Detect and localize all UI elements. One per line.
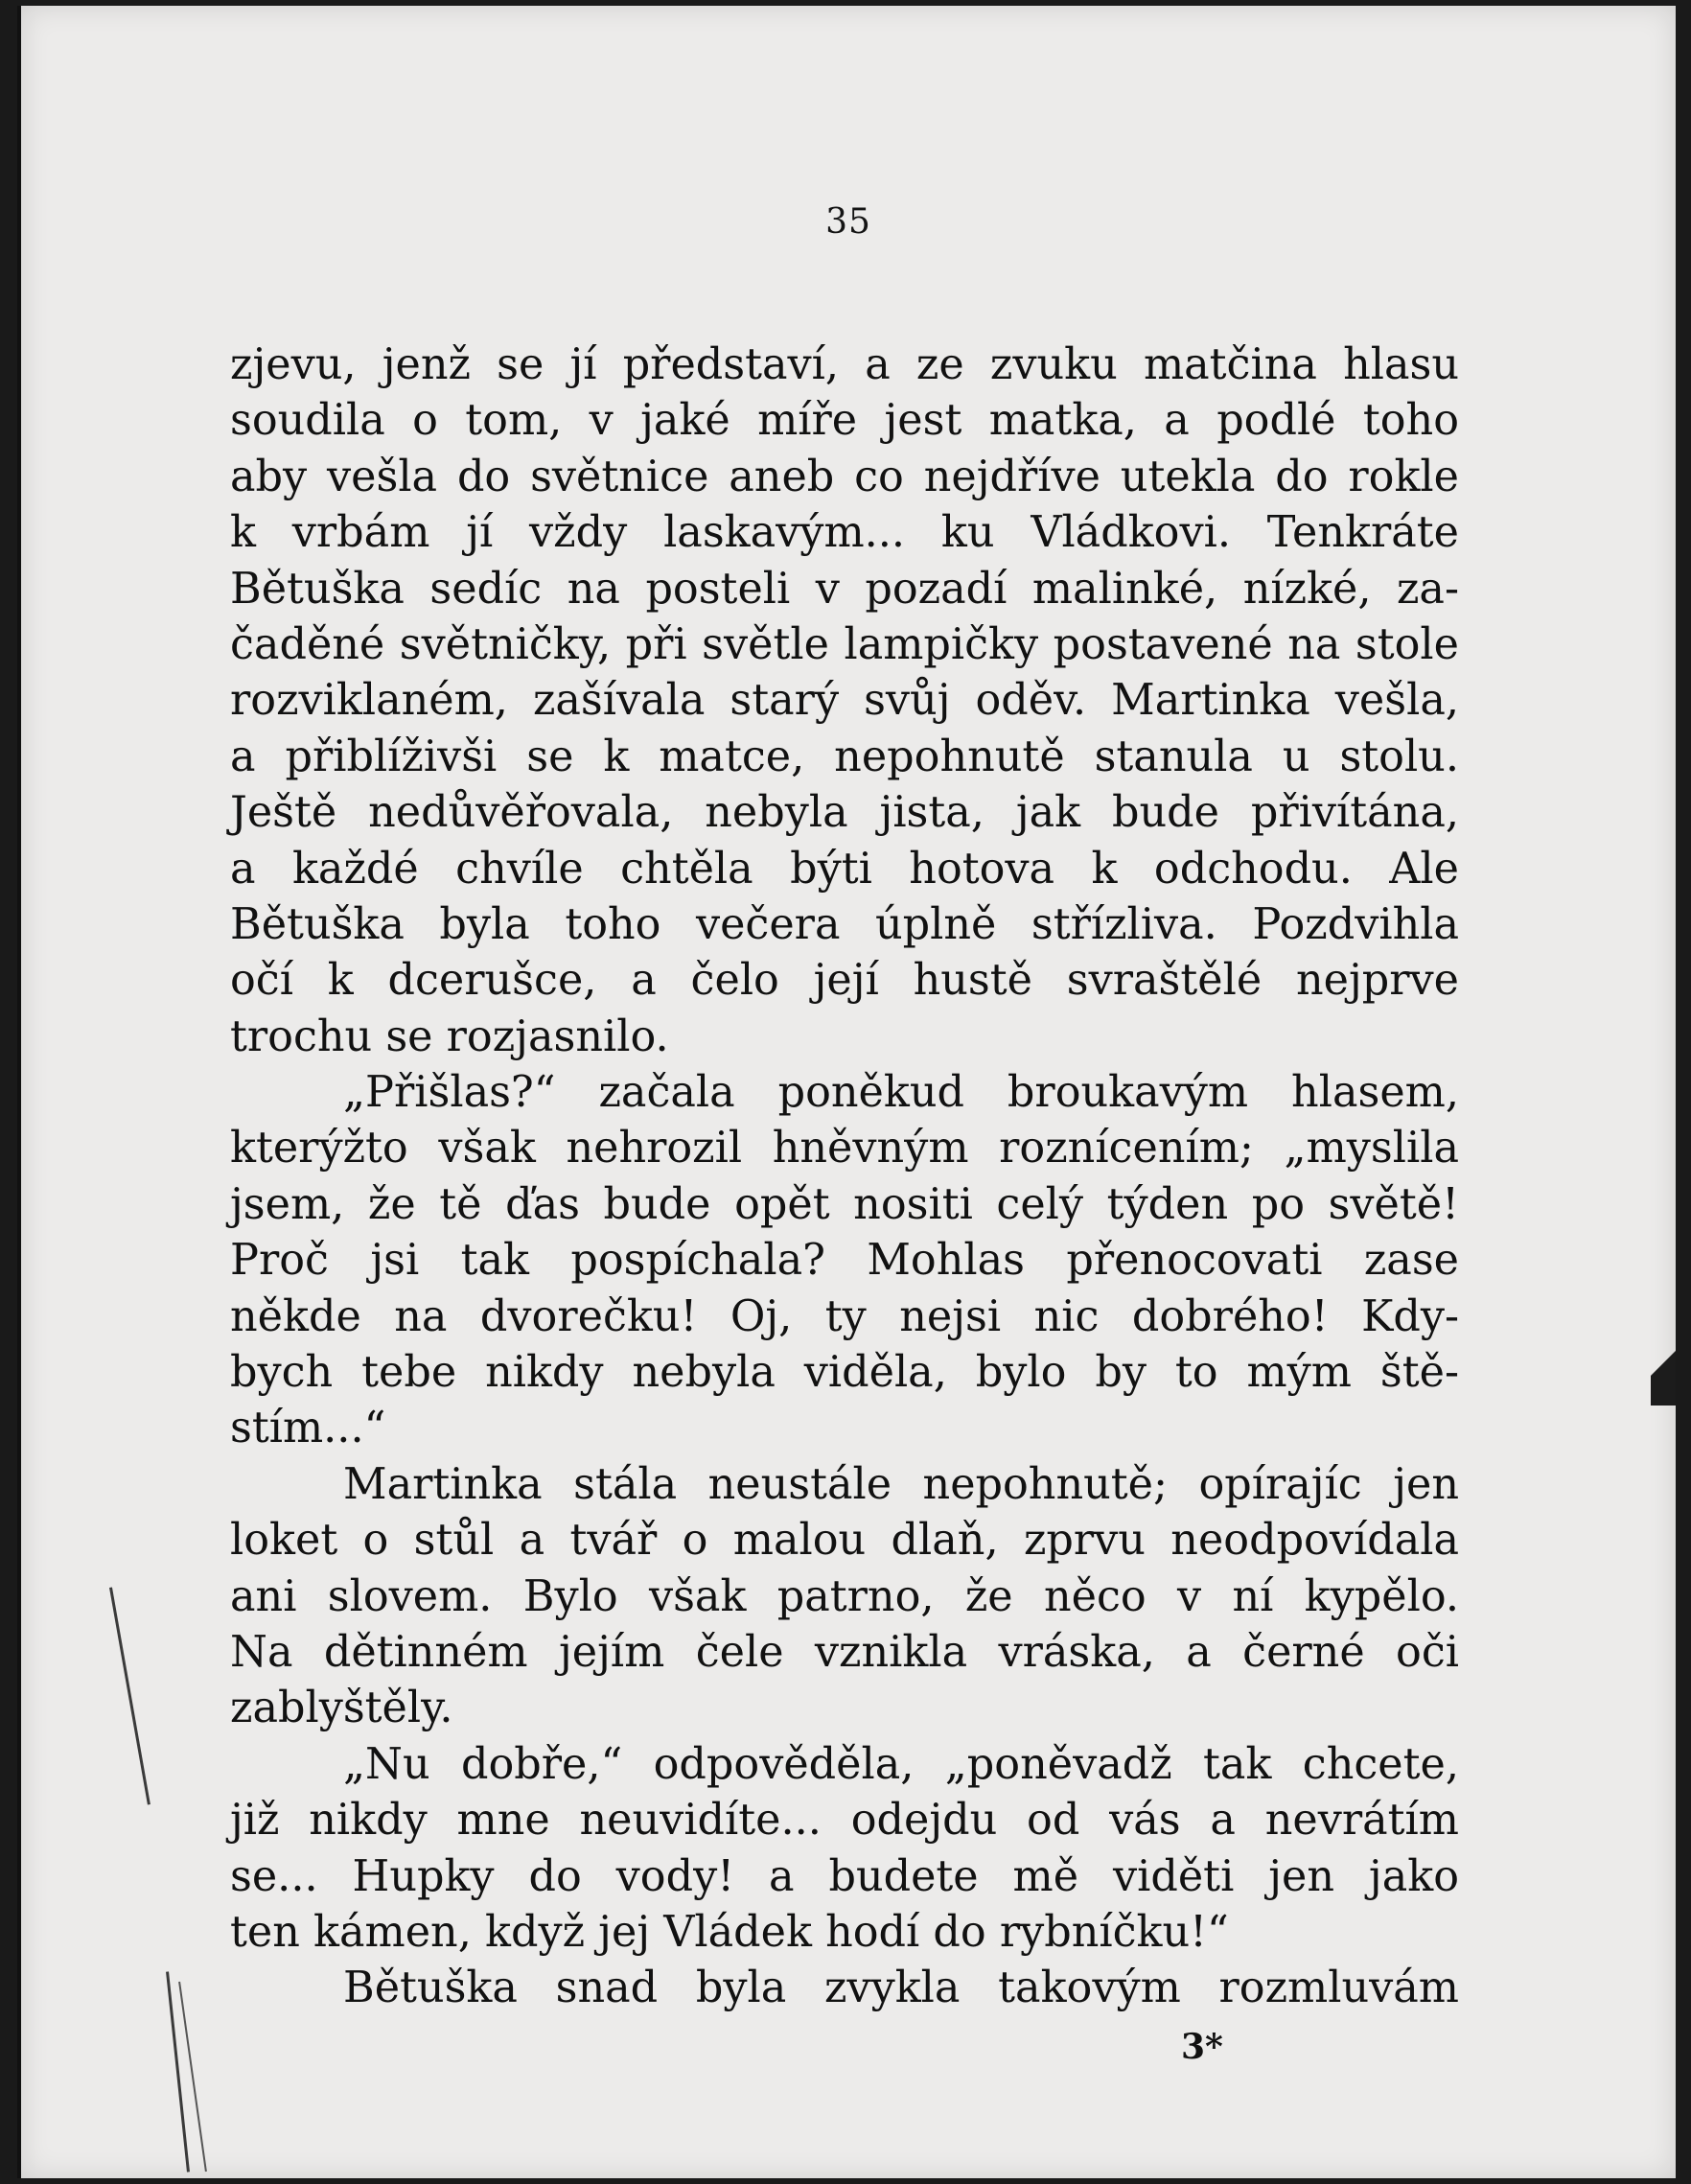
page-number: 35 [825,202,871,242]
text-line: jsem, že tě ďas bude opět nositi celý týden po světě! [230,1179,1459,1229]
text-line: Ještě nedůvěřovala, nebyla jista, jak bude přivítána, [230,788,1459,838]
text-line: již nikdy mne neuvidíte... odejdu od vás a nevrátím [230,1796,1459,1846]
text-line: k vrbám jí vždy laskavým... ku Vládkovi. Tenkráte [230,508,1459,558]
text-line: stím...“ [230,1404,386,1453]
text-line: rozviklaném, zašívala starý svůj oděv. Martinka vešla, [230,676,1459,726]
text-line: ten kámen, když jej Vládek hodí do rybníčku!“ [230,1907,1229,1957]
text-line: očí k dcerušce, a čelo její hustě svraštělé nejprve [230,956,1459,1006]
text-line: soudila o tom, v jaké míře jest matka, a podlé toho [230,396,1459,446]
text-line: aby vešla do světnice aneb co nejdříve utekla do rokle [230,452,1459,501]
text-line: Na dětinném jejím čele vznikla vráska, a černé oči [230,1627,1459,1677]
text-line: se... Hupky do vody! a budete mě viděti jen jako [230,1851,1459,1901]
text-line: Bětuška byla toho večera úplně střízliva. Pozdvihla [230,899,1459,949]
text-line: a přiblíživši se k matce, nepohnutě stanula u stolu. [230,732,1459,781]
book-page [17,6,1676,2178]
text-line: zjevu, jenž se jí představí, a ze zvuku matčina hlasu [230,340,1459,389]
text-line: bych tebe nikdy nebyla viděla, bylo by to mým ště- [230,1348,1459,1398]
text-line: „Nu dobře,“ odpověděla, „poněvadž tak chcete, [343,1739,1459,1789]
text-line: ani slovem. Bylo však patrno, že něco v ní kypělo. [230,1571,1459,1621]
text-line: kterýžto však nehrozil hněvným roznícením; „myslila [230,1124,1459,1173]
page-edge-tear [1651,1338,1676,1406]
text-line: „Přišlas?“ začala poněkud broukavým hlasem, [343,1068,1459,1118]
body-text [230,337,1459,2017]
text-line: trochu se rozjasnilo. [230,1011,669,1061]
text-line: čaděné světničky, při světle lampičky postavené na stole [230,619,1459,669]
text-line: Proč jsi tak pospíchala? Mohlas přenocovati zase [230,1236,1459,1286]
text-line: někde na dvorečku! Oj, ty nejsi nic dobrého! Kdy- [230,1291,1459,1341]
text-line: Bětuška snad byla zvykla takovým rozmluvám [343,1963,1459,2013]
text-line: zablyštěly. [230,1684,453,1733]
signature-mark: 3* [1181,2027,1223,2067]
text-line: Martinka stála neustále nepohnutě; opírajíc jen [343,1459,1459,1509]
scan-artifact-line [109,1587,151,1804]
text-line: loket o stůl a tvář o malou dlaň, zprvu neodpovídala [230,1516,1459,1566]
scan-artifact-line [178,1982,207,2172]
text-line: a každé chvíle chtěla býti hotova k odchodu. Ale [230,844,1459,894]
scan-artifact-line [166,1971,190,2172]
text-line: Bětuška sedíc na posteli v pozadí malinké, nízké, za- [230,564,1459,614]
